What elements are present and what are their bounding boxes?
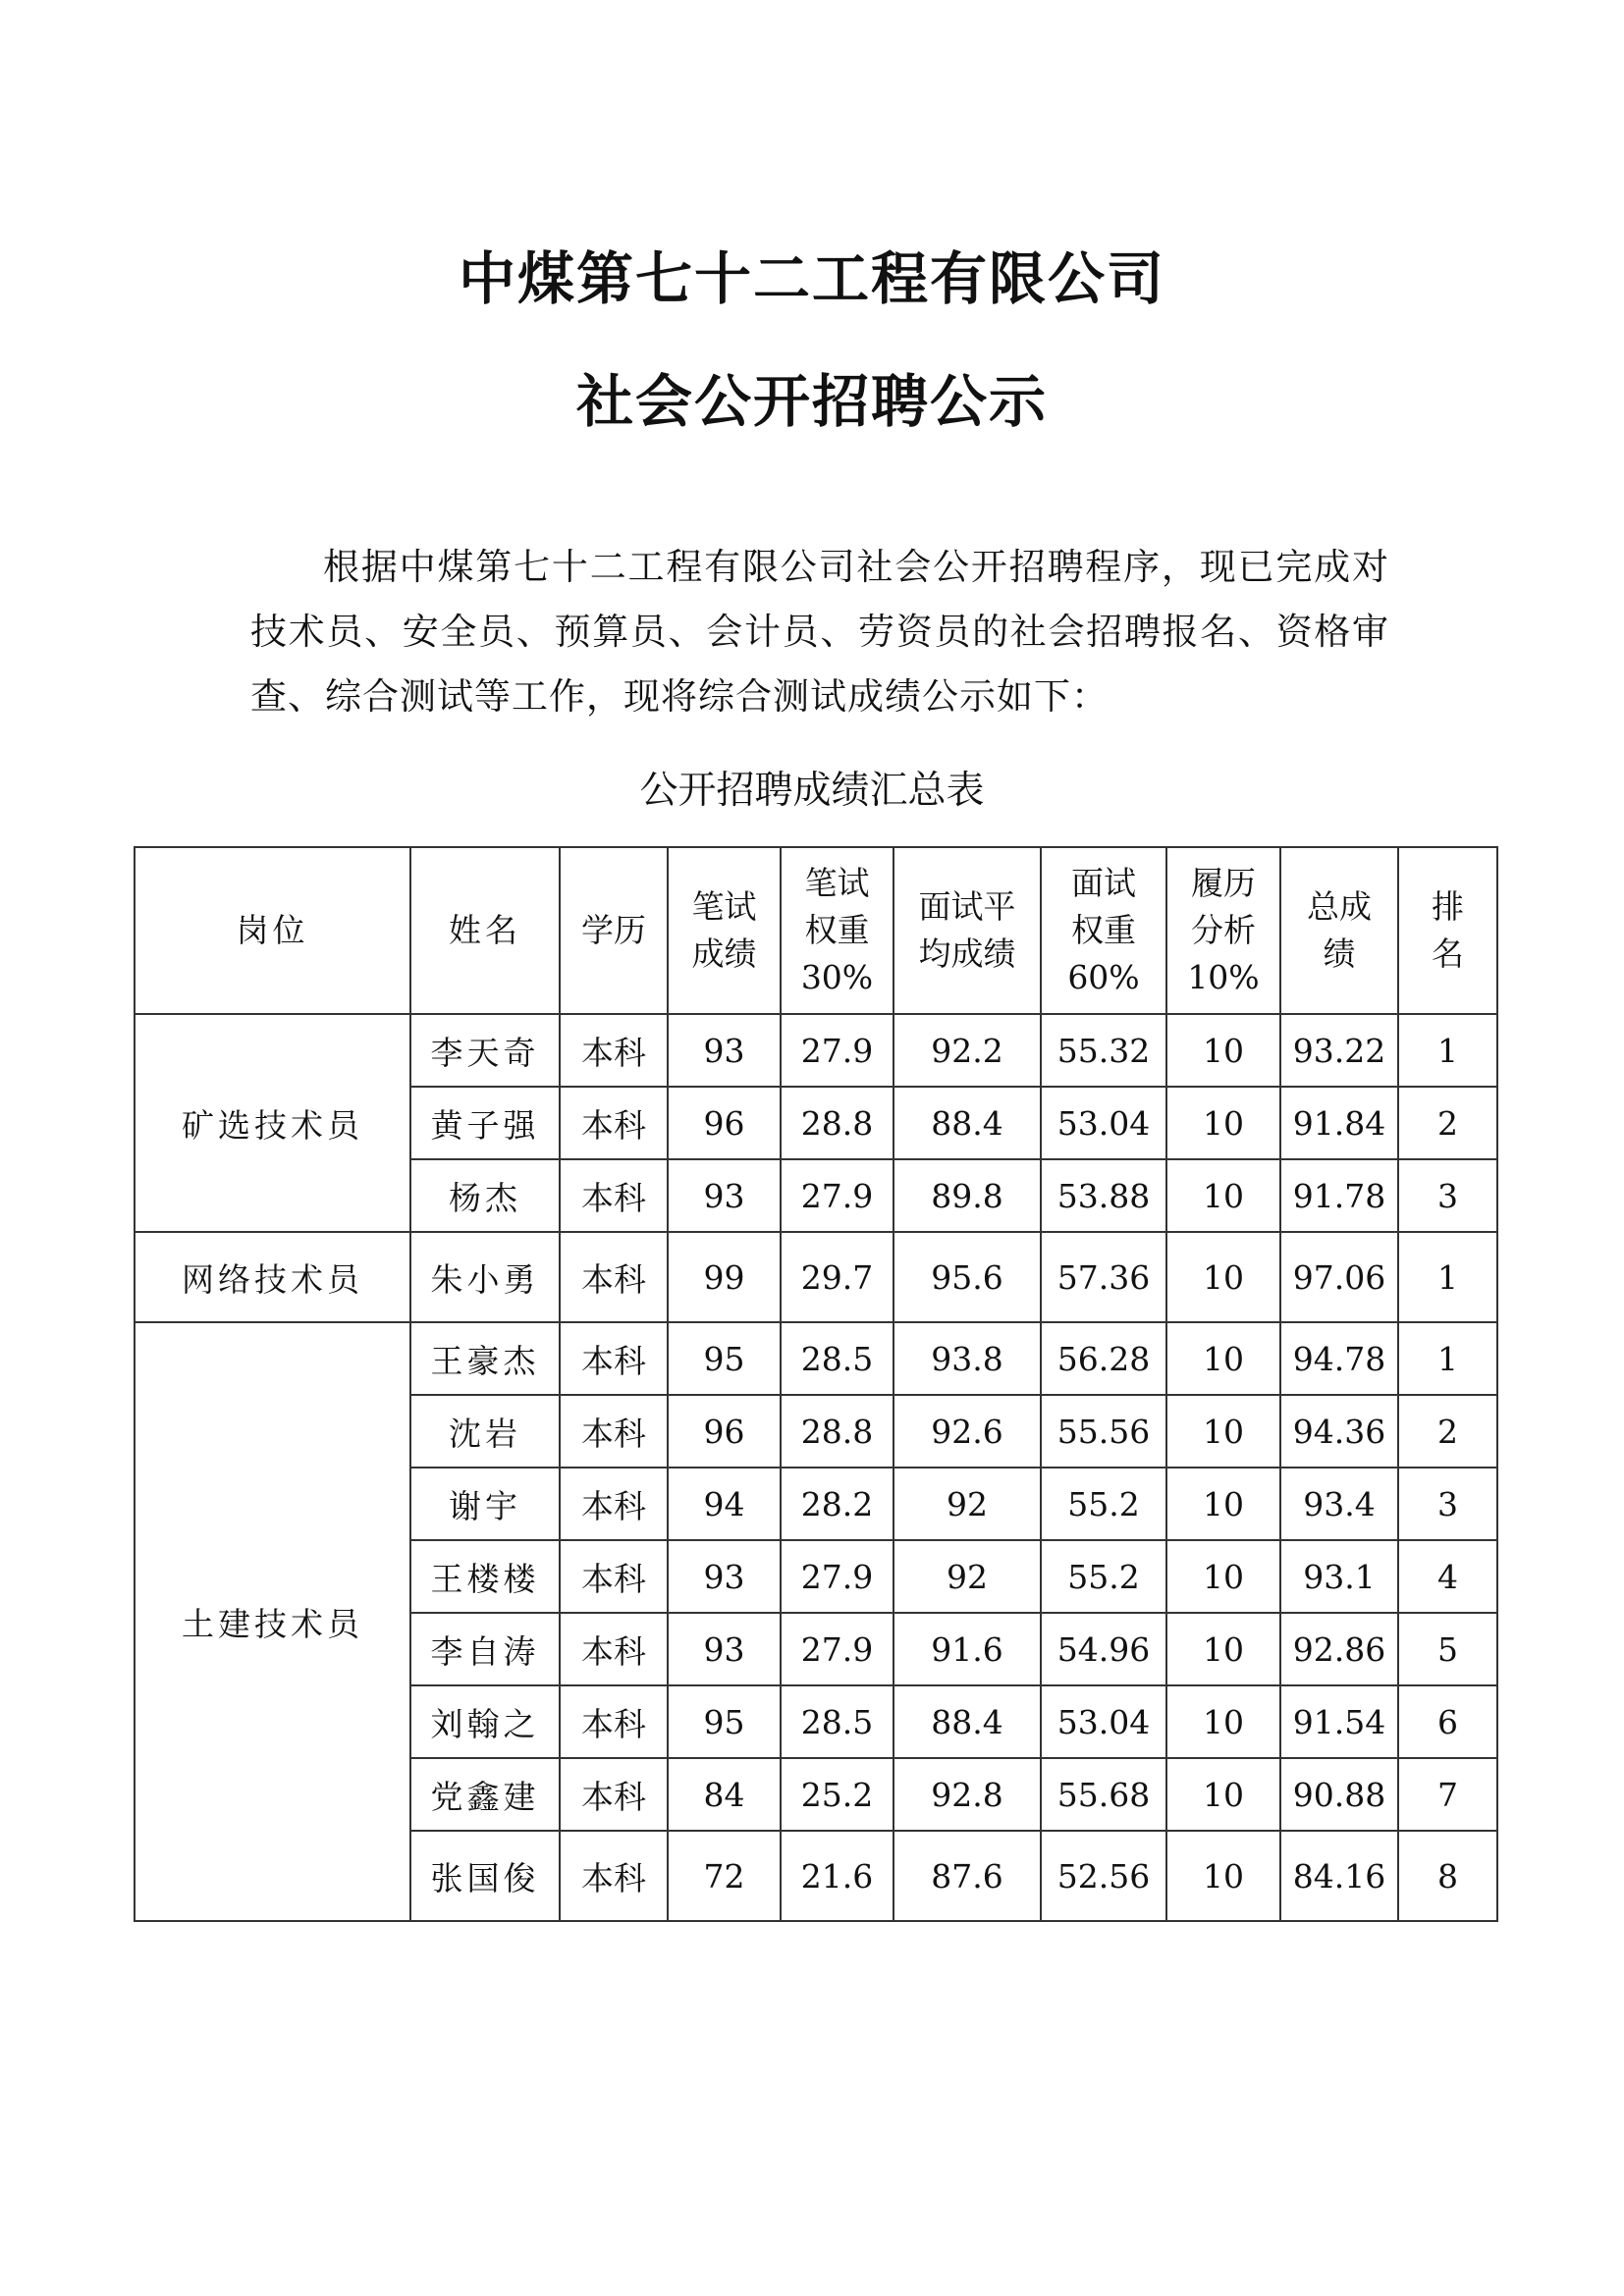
written-weight-cell: 27.9 — [781, 1014, 893, 1087]
header-education: 学历 — [560, 847, 668, 1014]
written-score-cell: 93 — [668, 1540, 781, 1613]
written-score-cell: 93 — [668, 1014, 781, 1087]
written-weight-cell: 28.8 — [781, 1087, 893, 1159]
interview-weight-cell: 55.2 — [1041, 1540, 1166, 1613]
written-weight-cell: 27.9 — [781, 1159, 893, 1232]
interview-weight-cell: 55.68 — [1041, 1758, 1166, 1831]
header-rank: 排 名 — [1398, 847, 1497, 1014]
document-subtitle: 社会公开招聘公示 — [575, 368, 1048, 435]
resume-cell: 10 — [1166, 1540, 1280, 1613]
interview-weight-cell: 53.04 — [1041, 1685, 1166, 1758]
position-cell: 矿选技术员 — [135, 1014, 410, 1232]
name-cell: 谢宇 — [410, 1468, 560, 1540]
interview-average-cell: 88.4 — [893, 1685, 1041, 1758]
education-cell: 本科 — [560, 1540, 668, 1613]
interview-weight-cell: 57.36 — [1041, 1232, 1166, 1322]
rank-cell: 5 — [1398, 1613, 1497, 1685]
resume-cell: 10 — [1166, 1613, 1280, 1685]
written-weight-cell: 25.2 — [781, 1758, 893, 1831]
written-score-cell: 99 — [668, 1232, 781, 1322]
rank-cell: 1 — [1398, 1322, 1497, 1395]
rank-cell: 4 — [1398, 1540, 1497, 1613]
written-weight-cell: 28.8 — [781, 1395, 893, 1468]
resume-cell: 10 — [1166, 1468, 1280, 1540]
total-cell: 91.54 — [1280, 1685, 1398, 1758]
education-cell: 本科 — [560, 1758, 668, 1831]
interview-weight-cell: 53.88 — [1041, 1159, 1166, 1232]
position-cell: 网络技术员 — [135, 1232, 410, 1322]
total-cell: 91.78 — [1280, 1159, 1398, 1232]
name-cell: 刘翰之 — [410, 1685, 560, 1758]
education-cell: 本科 — [560, 1685, 668, 1758]
written-weight-cell: 27.9 — [781, 1540, 893, 1613]
written-score-cell: 96 — [668, 1087, 781, 1159]
interview-average-cell: 92 — [893, 1540, 1041, 1613]
resume-cell: 10 — [1166, 1685, 1280, 1758]
rank-cell: 1 — [1398, 1232, 1497, 1322]
header-written-weight: 笔试 权重 30% — [781, 847, 893, 1014]
header-position: 岗位 — [135, 847, 410, 1014]
resume-cell: 10 — [1166, 1831, 1280, 1921]
resume-cell: 10 — [1166, 1159, 1280, 1232]
education-cell: 本科 — [560, 1468, 668, 1540]
written-score-cell: 95 — [668, 1685, 781, 1758]
written-weight-cell: 28.5 — [781, 1322, 893, 1395]
name-cell: 党鑫建 — [410, 1758, 560, 1831]
interview-average-cell: 93.8 — [893, 1322, 1041, 1395]
total-cell: 90.88 — [1280, 1758, 1398, 1831]
rank-cell: 7 — [1398, 1758, 1497, 1831]
table-header-row — [135, 847, 1497, 1014]
position-cell: 土建技术员 — [135, 1322, 410, 1921]
interview-weight-cell: 53.04 — [1041, 1087, 1166, 1159]
education-cell: 本科 — [560, 1613, 668, 1685]
total-cell: 93.22 — [1280, 1014, 1398, 1087]
table-row — [135, 1232, 1497, 1322]
resume-cell: 10 — [1166, 1395, 1280, 1468]
interview-weight-cell: 52.56 — [1041, 1831, 1166, 1921]
interview-average-cell: 95.6 — [893, 1232, 1041, 1322]
interview-average-cell: 87.6 — [893, 1831, 1041, 1921]
table-caption: 公开招聘成绩汇总表 — [639, 769, 985, 813]
name-cell: 黄子强 — [410, 1087, 560, 1159]
intro-paragraph: 根据中煤第七十二工程有限公司社会公开招聘程序，现已完成对技术员、安全员、预算员、会计员、劳资员的社会招聘报名、资格审查、综合测试等工作，现将综合测试成绩公示如下： — [250, 546, 1389, 718]
header-interview-weight: 面试 权重 60% — [1041, 847, 1166, 1014]
education-cell: 本科 — [560, 1087, 668, 1159]
education-cell: 本科 — [560, 1159, 668, 1232]
interview-average-cell: 92.8 — [893, 1758, 1041, 1831]
total-cell: 97.06 — [1280, 1232, 1398, 1322]
written-score-cell: 93 — [668, 1159, 781, 1232]
header-interview-average: 面试平 均成绩 — [893, 847, 1041, 1014]
name-cell: 杨杰 — [410, 1159, 560, 1232]
document-title: 中煤第七十二工程有限公司 — [458, 245, 1165, 312]
total-cell: 84.16 — [1280, 1831, 1398, 1921]
interview-average-cell: 89.8 — [893, 1159, 1041, 1232]
name-cell: 王楼楼 — [410, 1540, 560, 1613]
education-cell: 本科 — [560, 1232, 668, 1322]
interview-average-cell: 91.6 — [893, 1613, 1041, 1685]
total-cell: 93.1 — [1280, 1540, 1398, 1613]
rank-cell: 3 — [1398, 1468, 1497, 1540]
name-cell: 李天奇 — [410, 1014, 560, 1087]
rank-cell: 2 — [1398, 1087, 1497, 1159]
header-resume-analysis: 履历 分析 10% — [1166, 847, 1280, 1014]
total-cell: 91.84 — [1280, 1087, 1398, 1159]
total-cell: 93.4 — [1280, 1468, 1398, 1540]
resume-cell: 10 — [1166, 1014, 1280, 1087]
resume-cell: 10 — [1166, 1322, 1280, 1395]
scores-table — [134, 846, 1498, 1922]
education-cell: 本科 — [560, 1014, 668, 1087]
interview-average-cell: 92.6 — [893, 1395, 1041, 1468]
resume-cell: 10 — [1166, 1232, 1280, 1322]
rank-cell: 1 — [1398, 1014, 1497, 1087]
interview-weight-cell: 56.28 — [1041, 1322, 1166, 1395]
table-row — [135, 1322, 1497, 1395]
written-weight-cell: 28.5 — [781, 1685, 893, 1758]
written-score-cell: 93 — [668, 1613, 781, 1685]
rank-cell: 2 — [1398, 1395, 1497, 1468]
header-total-score: 总成 绩 — [1280, 847, 1398, 1014]
written-score-cell: 72 — [668, 1831, 781, 1921]
written-score-cell: 84 — [668, 1758, 781, 1831]
header-name: 姓名 — [410, 847, 560, 1014]
resume-cell: 10 — [1166, 1087, 1280, 1159]
interview-weight-cell: 55.32 — [1041, 1014, 1166, 1087]
rank-cell: 8 — [1398, 1831, 1497, 1921]
written-weight-cell: 28.2 — [781, 1468, 893, 1540]
interview-average-cell: 88.4 — [893, 1087, 1041, 1159]
name-cell: 李自涛 — [410, 1613, 560, 1685]
rank-cell: 3 — [1398, 1159, 1497, 1232]
total-cell: 92.86 — [1280, 1613, 1398, 1685]
education-cell: 本科 — [560, 1831, 668, 1921]
written-weight-cell: 27.9 — [781, 1613, 893, 1685]
table-row — [135, 1014, 1497, 1087]
interview-average-cell: 92 — [893, 1468, 1041, 1540]
name-cell: 王豪杰 — [410, 1322, 560, 1395]
header-written-score: 笔试 成绩 — [668, 847, 781, 1014]
rank-cell: 6 — [1398, 1685, 1497, 1758]
name-cell: 沈岩 — [410, 1395, 560, 1468]
interview-average-cell: 92.2 — [893, 1014, 1041, 1087]
resume-cell: 10 — [1166, 1758, 1280, 1831]
interview-weight-cell: 55.56 — [1041, 1395, 1166, 1468]
written-weight-cell: 29.7 — [781, 1232, 893, 1322]
written-score-cell: 96 — [668, 1395, 781, 1468]
written-weight-cell: 21.6 — [781, 1831, 893, 1921]
interview-weight-cell: 55.2 — [1041, 1468, 1166, 1540]
name-cell: 朱小勇 — [410, 1232, 560, 1322]
total-cell: 94.78 — [1280, 1322, 1398, 1395]
education-cell: 本科 — [560, 1322, 668, 1395]
name-cell: 张国俊 — [410, 1831, 560, 1921]
total-cell: 94.36 — [1280, 1395, 1398, 1468]
interview-weight-cell: 54.96 — [1041, 1613, 1166, 1685]
written-score-cell: 94 — [668, 1468, 781, 1540]
education-cell: 本科 — [560, 1395, 668, 1468]
written-score-cell: 95 — [668, 1322, 781, 1395]
